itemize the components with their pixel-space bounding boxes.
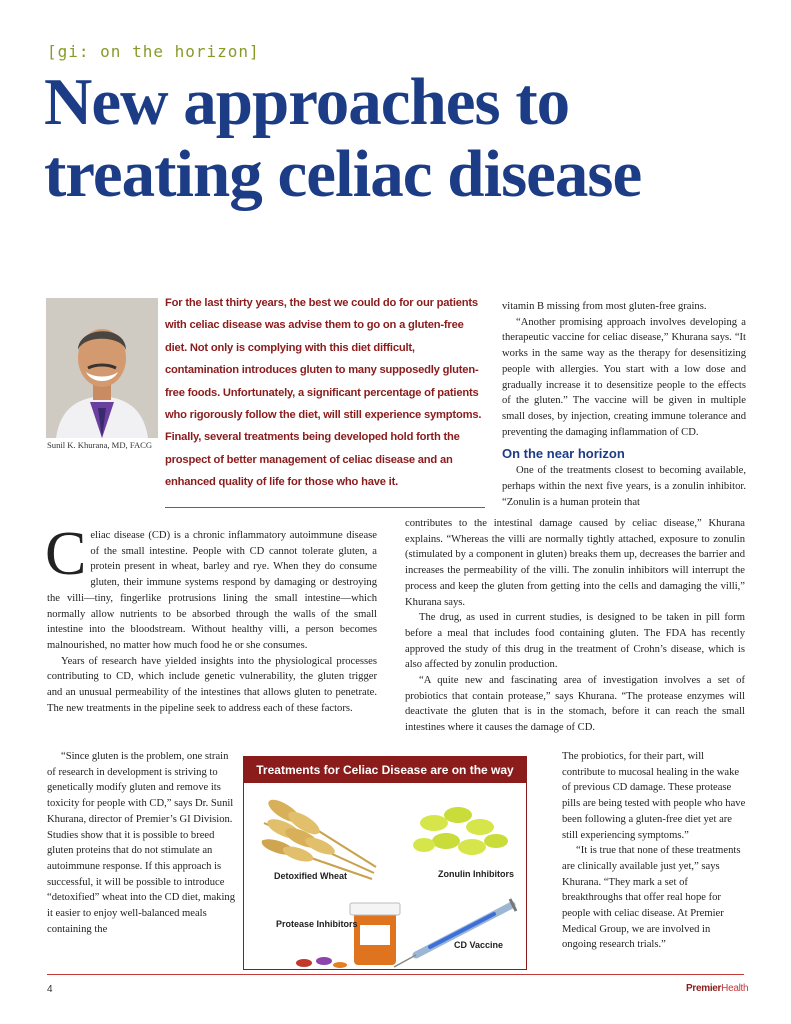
infobox-illustration (244, 783, 526, 970)
middle-column (405, 516, 745, 736)
brand-logo: PremierHealth (686, 983, 749, 994)
right-column-bottom (562, 749, 746, 953)
body-paragraph: “A quite new and fascinating area of investigation involves a set of probiotics that contain protease,” says Khurana. “The protease enzymes will deactivate the gluten that is in the stomach, before it can reach the small intestines where it causes the damage of CD. (405, 675, 745, 734)
body-paragraph: “Another promising approach involves developing a therapeutic vaccine for celiac disease,” Khurana says. “It works in the same way as the therapy for desensitizing people with allergies. You start with a low dose and gradually increase it to desensitize people to the effects of the gluten.” The vaccine will be given in multiple small doses, by injection, creating immune tolerance and preventing the damaging inflammation of CD. (502, 316, 746, 438)
left-column-bottom (47, 749, 235, 937)
subheading: On the near horizon (502, 446, 625, 462)
left-column (45, 520, 377, 716)
right-column-top (502, 299, 746, 510)
body-paragraph: vitamin B missing from most gluten-free grains. (502, 301, 707, 312)
label-zonulin-inhibitors: Zonulin Inhibitors (438, 869, 514, 879)
body-paragraph: contributes to the intestinal damage caused by celiac disease,” Khurana explains. “Whereas the villi are normally tightly attached, exposure to zonulin (stimulated by a component in gluten) breaks them up, decreases the barrier and increases the permeability of the villi. The zonulin inhibitors will interrupt the process and keep the gluten from getting into the cells and damaging the villi,” Khurana says. (405, 518, 745, 608)
body-paragraph: “Since gluten is the problem, one strain of research in development is striving to genetically modify gluten and remove its toxicity for people with CD,” says Dr. Sunil Khurana, director of Premier’s GI Division. Studies show that it is possible to breed gluten proteins that do not stimulate an autoimmune response. If this approach is successful, it will be possible to introduce “detoxified” wheat into the CD diet, making it easier to enjoy well-balanced meals containing the (47, 751, 235, 935)
label-detoxified-wheat: Detoxified Wheat (274, 871, 348, 881)
wheat-icon (260, 796, 376, 879)
label-protease-inhibitors: Protease Inhibitors (276, 919, 358, 929)
intro-pullquote: For the last thirty years, the best we could do for our patients with celiac disease was advise them to go on a gluten-free diet. Not only is complying with this diet difficult, contamination introduces gluten to many supposedly gluten-free foods. Unfortunately, a significant percentage of patients who rigorously follow the diet, will still experience symptoms. Finally, several treatments being developed hold forth the prospect of better management of celiac disease and an enhanced quality of life for those who have it. (165, 297, 482, 489)
article-headline: New approaches to treating celiac disease (44, 65, 642, 211)
photo-caption: Sunil K. Khurana, MD, FACG (47, 440, 153, 450)
pill-bottle-icon (296, 903, 400, 968)
body-paragraph: Celiac disease (CD) is a chronic inflammatory autoimmune disease of the small intestine. People with CD cannot tolerate gluten, a protein present in wheat, barley and rye. When they do consume gluten, their immune systems respond by damaging or destroying the villi—tiny, fingerlike protrusions lining the small intestine—which normally allow nutrients to be absorbed through the walls of the small intestine into the bloodstream. Without healthy villi, a person becomes malnourished, no matter how much food he or she consumes. (45, 520, 377, 651)
section-kicker: [gi: on the horizon] (47, 42, 260, 61)
syringe-icon (394, 899, 516, 967)
page-number: 4 (47, 984, 53, 995)
intro-divider (165, 507, 485, 508)
label-cd-vaccine: CD Vaccine (454, 940, 504, 950)
body-paragraph: Years of research have yielded insights into the physiological processes contributing to CD, which include genetic vulnerability, the gluten trigger and an unusual permeability of the intestines that allows gluten to penetrate. The new treatments in the pipeline seek to address each of these factors. (47, 655, 377, 714)
author-photo (46, 298, 158, 438)
drop-cap: C (45, 520, 87, 588)
body-paragraph: The probiotics, for their part, will contribute to mucosal healing in the wake of previous CD damage. These protease pills are being tested with people who have been following a gluten-free diet yet are still experiencing symptoms.” (562, 751, 746, 841)
infobox-title: Treatments for Celiac Disease are on the way (244, 757, 526, 783)
body-paragraph: The drug, as used in current studies, is designed to be taken in pill form before a meal that includes food containing gluten. The FDA has recently approved the study of this drug in the treatment of Crohn’s disease, which is also affected by zonulin production. (405, 612, 745, 671)
body-paragraph: “It is true that none of these treatments are clinically available just yet,” says Khurana. “They mark a set of breakthroughs that offer real hope for people with celiac disease. At Premier Medical Group, we are involved in ongoing research trials.” (562, 845, 741, 951)
body-paragraph: One of the treatments closest to becoming available, perhaps within the next five years, is a zonulin inhibitor. “Zonulin is a human protein that (502, 465, 746, 508)
pills-icon (413, 807, 508, 855)
footer-divider (47, 974, 744, 975)
treatments-infobox (243, 756, 527, 970)
